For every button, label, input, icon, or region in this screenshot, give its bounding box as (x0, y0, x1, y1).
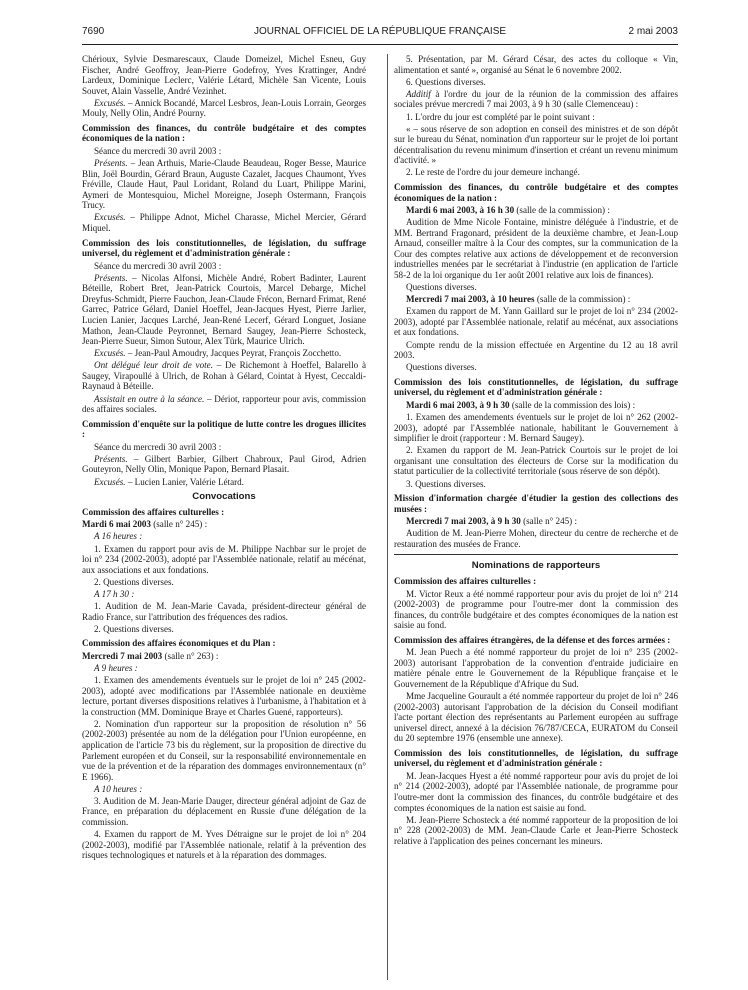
paragraph: Audition de M. Jean-Pierre Mohen, directeur du centre de recherche et de restauration des musées de France. (394, 528, 678, 549)
room: (salle de la commission) : (514, 205, 610, 216)
room: (salle n° 263) : (162, 650, 219, 661)
section-divider (394, 554, 678, 555)
section-heading: Commission des lois constitutionnelles, de législation, du suffrage universel, du règlement et d'administration générale : (394, 376, 678, 398)
text: – Gilbert Barbier, Gilbert Chabroux, Paul Girod, Adrien Gouteyron, Nelly Olin, Monique Papon, Bernard Plasait. (82, 453, 366, 475)
label: Présents. (94, 272, 128, 283)
header-rule (82, 44, 678, 45)
paragraph: 2. Nomination d'un rapporteur sur la proposition de résolution n° 56 (2002-2003) présentée au nom de la délégation pour l'Union européenne, en application de l'article 73 bis du règlement, sur la proposition de directive du Parlement européen et du Conseil, sur la responsabilité environnementale en vue de la prévention et de la réparation des dommages environnementaux (n° E 1966). (82, 718, 366, 782)
date: Mardi 6 mai 2003 (82, 519, 151, 530)
date: Mercredi 7 mai 2003 (82, 650, 163, 661)
session-date (394, 516, 678, 527)
session-date (82, 651, 366, 662)
convocations-heading: Convocations (192, 491, 256, 503)
paragraph (394, 89, 678, 110)
label: Additif (406, 88, 431, 99)
right-column (394, 54, 678, 848)
paragraph: 1. Examen des amendements éventuels sur le projet de loi n° 262 (2002-2003), adopté par l'Assemblée nationale, habilitant le Gouvernement à simplifier le droit (rapporteur : M. Bernard Saugey). (394, 412, 678, 444)
paragraph (82, 360, 366, 392)
paragraph: Compte rendu de la mission effectuée en Argentine du 12 au 18 avril 2003. (394, 339, 678, 361)
paragraph: 6. Questions diverses. (406, 76, 486, 87)
date: Mercredi 7 mai 2003, à 10 heures (406, 294, 535, 305)
room: (salle n° 245) : (150, 519, 208, 530)
paragraph (82, 273, 366, 347)
issue-date: 2 mai 2003 (628, 26, 678, 37)
label: Ont délégué leur droit de vote. (94, 360, 213, 371)
paragraph (82, 477, 366, 488)
paragraph: 2. Questions diverses. (94, 576, 174, 587)
paragraph: 3. Audition de M. Jean-Marie Dauger, directeur général adjoint de Gaz de France, en préparation du déplacement en Russie d'une délégation de la commission. (82, 795, 366, 827)
text: – Philippe Adnot, Michel Charasse, Michel Mercier, Gérard Miquel. (82, 212, 366, 233)
date: Mardi 6 mai 2003, à 9 h 30 (406, 399, 510, 410)
section-heading: Mission d'information chargée d'étudier la gestion des collections des musées : (394, 493, 678, 514)
paragraph: Questions diverses. (406, 282, 477, 293)
date: Mercredi 7 mai 2003, à 9 h 30 (406, 516, 521, 527)
paragraph (82, 348, 366, 359)
text: à l'ordre du jour de la réunion de la commission des affaires sociales prévue mercredi 7 mai 2003, à 9 h 30 (salle Clemenceau) : (394, 88, 678, 110)
paragraph: M. Jean-Jacques Hyest a été nommé rapporteur pour avis du projet de loi n° 214 (2002-2003), adopté par l'Assemblée nationale, de programme pour l'outre-mer dont la commission des finances, du contrôle budgétaire et des comptes économiques de la nation est saisie au fond. (394, 770, 678, 813)
label: Présents. (94, 453, 128, 464)
paragraph: Questions diverses. (406, 362, 477, 373)
session-date (82, 519, 366, 530)
paragraph: Mme Jacqueline Gourault a été nommée rapporteur du projet de loi n° 246 (2002-2003) autorisant l'approbation de la décision du Conseil modifiant l'acte portant élection des représentants au Parlement européen au suffrage universel direct, annexé à la décision 76/787/CECA, EURATOM du Conseil du 20 septembre 1976 (ensemble une annexe). (394, 691, 678, 744)
text: – Nicolas Alfonsi, Michèle André, Robert Badinter, Laurent Béteille, Robert Bret, Jean-Patrick Courtois, Marcel Debarge, Michel Dreyfus-Schmidt, Pierre Fauchon, Jean-Claude Frécon, Bernard Frimat, René Garrec, Patrice Gélard, Daniel Hoeffel, Jean-Jacques Hyest, Pierre Jarlier, Lucien Lanier, Jacques Larché, Jean-René Lecerf, Gérard Longuet, Josiane Mathon, Jean-Claude Peyronnet, Bernard Saugey, Jean-Pierre Schosteck, Jean-Pierre Sueur, Simon Sutour, Alex Türk, Maurice Ulrich. (82, 272, 366, 347)
left-column (82, 54, 366, 862)
date: Mardi 6 mai 2003, à 16 h 30 (406, 205, 515, 216)
section-heading: Commission des affaires culturelles : (82, 506, 225, 517)
journal-title: JOURNAL OFFICIEL DE LA RÉPUBLIQUE FRANÇAISE (253, 26, 507, 37)
paragraph: Séance du mercredi 30 avril 2003 : (94, 145, 222, 156)
paragraph: Chérioux, Sylvie Desmarescaux, Claude Domeizel, Michel Esneu, Guy Fischer, André Geoffroy, Jean-Pierre Godefroy, Yves Krattinger, André Lardeux, Dominique Leclerc, Valérie Létard, Michèle San Vicente, Louis Souvet, Alain Vasselle, André Vezinhet. (82, 54, 366, 96)
time-label: A 10 heures : (94, 783, 143, 794)
page-header (82, 26, 678, 40)
text: – De Richemont à Hoeffel, Balarello à Saugey, Virapoullé à Ulrich, de Rohan à Gélard, Cointat à Hyest, Ceccaldi-Raynaud à Béteille. (82, 360, 366, 392)
session-date (394, 400, 678, 411)
paragraph (82, 158, 366, 211)
paragraph: Audition de Mme Nicole Fontaine, ministre déléguée à l'industrie, et de MM. Bertrand Fragonard, président de la deuxième chambre, et Jean-Loup Arnaud, conseiller maître à la Cour des comptes, sur la communication de la Cour des comptes relative aux actions de développement et de reconversion industrielles menées par le secrétariat à l'industrie (en application de l'article 58-2 de la loi organique du 1er août 2001 relative aux lois de finances). (394, 217, 678, 280)
paragraph: Séance du mercredi 30 avril 2003 : (94, 260, 222, 271)
text: – Jean Arthuis, Marie-Claude Beaudeau, Roger Besse, Maurice Blin, Joël Bourdin, Gérard Braun, Auguste Cazalet, Jacques Chaumont, Yves Fréville, Claude Haut, Paul Loridant, Roland du Luart, Philippe Marini, Aymeri de Montesquiou, Michel Moreigne, Joseph Ostermann, François Trucy. (82, 158, 366, 211)
label: Assistait en outre à la séance. (94, 393, 205, 404)
paragraph: Examen du rapport de M. Yann Gaillard sur le projet de loi n° 234 (2002-2003), adopté par l'Assemblée nationale, relatif au mécénat, aux associations et aux fondations. (394, 306, 678, 338)
section-heading: Commission des lois constitutionnelles, de législation, du suffrage universel, du règlement et d'administration générale : (82, 237, 366, 259)
section-heading: Commission des lois constitutionnelles, de législation, du suffrage universel, du règlement et d'administration générale : (394, 747, 678, 769)
paragraph (82, 212, 366, 233)
label: Excusés. (94, 212, 126, 223)
section-heading: Commission d'enquête sur la politique de lutte contre les drogues illicites : (82, 418, 366, 440)
paragraph: 2. Questions diverses. (94, 623, 174, 634)
page-number: 7690 (82, 26, 105, 37)
paragraph: 4. Examen du rapport de M. Yves Détraigne sur le projet de loi n° 204 (2002-2003), modifié par l'Assemblée nationale, relatif à la prévention des risques technologiques et naturels et à la réparation des dommages. (82, 829, 366, 861)
paragraph: 2. Le reste de l'ordre du jour demeure inchangé. (406, 167, 580, 178)
section-heading: Commission des finances, du contrôle budgétaire et des comptes économiques de la nation : (394, 181, 678, 203)
column-divider (387, 54, 388, 980)
text: – Jean-Paul Amoudry, Jacques Peyrat, François Zocchetto. (125, 348, 342, 359)
paragraph (82, 394, 366, 415)
paragraph: 1. Examen des amendements éventuels sur le projet de loi n° 245 (2002-2003), adopté avec modifications par l'Assemblée nationale en deuxième lecture, portant diverses dispositions relatives à l'urbanisme, à l'habitation et à la construction (MM. Dominique Braye et Charles Guené, rapporteurs). (82, 675, 366, 717)
paragraph: 1. L'ordre du jour est complété par le point suivant : (406, 111, 595, 122)
paragraph: Séance du mercredi 30 avril 2003 : (94, 441, 222, 452)
paragraph: M. Victor Reux a été nommé rapporteur pour avis du projet de loi n° 214 (2002-2003) de programme pour l'outre-mer dont la commission des finances, du contrôle budgétaire et des comptes économiques de la nation est saisie au fond. (394, 588, 678, 631)
room: (salle de la commission) : (534, 294, 631, 305)
nominations-heading: Nominations de rapporteurs (471, 560, 601, 572)
text: – Lucien Lanier, Valérie Létard. (125, 476, 244, 487)
text: – Annick Bocandé, Marcel Lesbros, Jean-Louis Lorrain, Georges Mouly, Nelly Olin, André Pourny. (82, 97, 366, 119)
paragraph: 3. Questions diverses. (406, 478, 486, 489)
text: – Dériot, rapporteur pour avis, commission des affaires sociales. (82, 393, 366, 415)
paragraph (82, 98, 366, 119)
label: Excusés. (94, 97, 126, 108)
time-label: A 16 heures : (94, 531, 143, 542)
section-heading: Commission des affaires étrangères, de la défense et des forces armées : (394, 634, 671, 645)
label: Excusés. (94, 348, 126, 359)
paragraph: 2. Examen du rapport de M. Jean-Patrick Courtois sur le projet de loi organisant une consultation des électeurs de Corse sur la modification du statut particulier de la collectivité territoriale (sous réserve de son dépôt). (394, 445, 678, 477)
section-heading: Commission des affaires culturelles : (394, 575, 537, 586)
paragraph: M. Jean Puech a été nommé rapporteur du projet de loi n° 235 (2002-2003) autorisant l'approbation de la convention d'entraide judiciaire en matière pénale entre le Gouvernement de la République française et le Gouvernement de la République d'Afrique du Sud. (394, 647, 678, 689)
session-date (394, 205, 678, 216)
paragraph: 1. Examen du rapport pour avis de M. Philippe Nachbar sur le projet de loi n° 234 (2002-2003), adopté par l'Assemblée nationale, relatif au mécénat, aux associations et aux fondations. (82, 543, 366, 575)
session-date (394, 294, 678, 305)
paragraph (82, 454, 366, 475)
section-heading: Commission des finances, du contrôle budgétaire et des comptes économiques de la nation : (82, 122, 366, 144)
paragraph: « – sous réserve de son adoption en conseil des ministres et de son dépôt sur le bureau du Sénat, nomination d'un rapporteur sur le projet de loi portant décentralisation du revenu minimum d'insertion et créant un revenu minimum d'activité. » (394, 123, 678, 166)
room: (salle de la commission des lois) : (509, 399, 636, 410)
paragraph: 5. Présentation, par M. Gérard César, des actes du colloque « Vin, alimentation et santé », organisé au Sénat le 6 novembre 2002. (394, 54, 678, 75)
label: Présents. (94, 158, 128, 169)
label: Excusés. (94, 476, 126, 487)
time-label: A 9 heures : (94, 662, 138, 673)
section-heading: Commission des affaires économiques et du Plan : (82, 638, 276, 649)
room: (salle n° 245) : (520, 516, 578, 527)
paragraph: 1. Audition de M. Jean-Marie Cavada, président-directeur général de Radio France, sur l'attribution des fréquences des radios. (82, 601, 366, 622)
time-label: A 17 h 30 : (94, 588, 135, 599)
paragraph: M. Jean-Pierre Schosteck a été nommé rapporteur de la proposition de loi n° 228 (2002-2003) de MM. Jean-Claude Carle et Jean-Pierre Schosteck relative à l'application des peines concernant les mineurs. (394, 814, 678, 846)
